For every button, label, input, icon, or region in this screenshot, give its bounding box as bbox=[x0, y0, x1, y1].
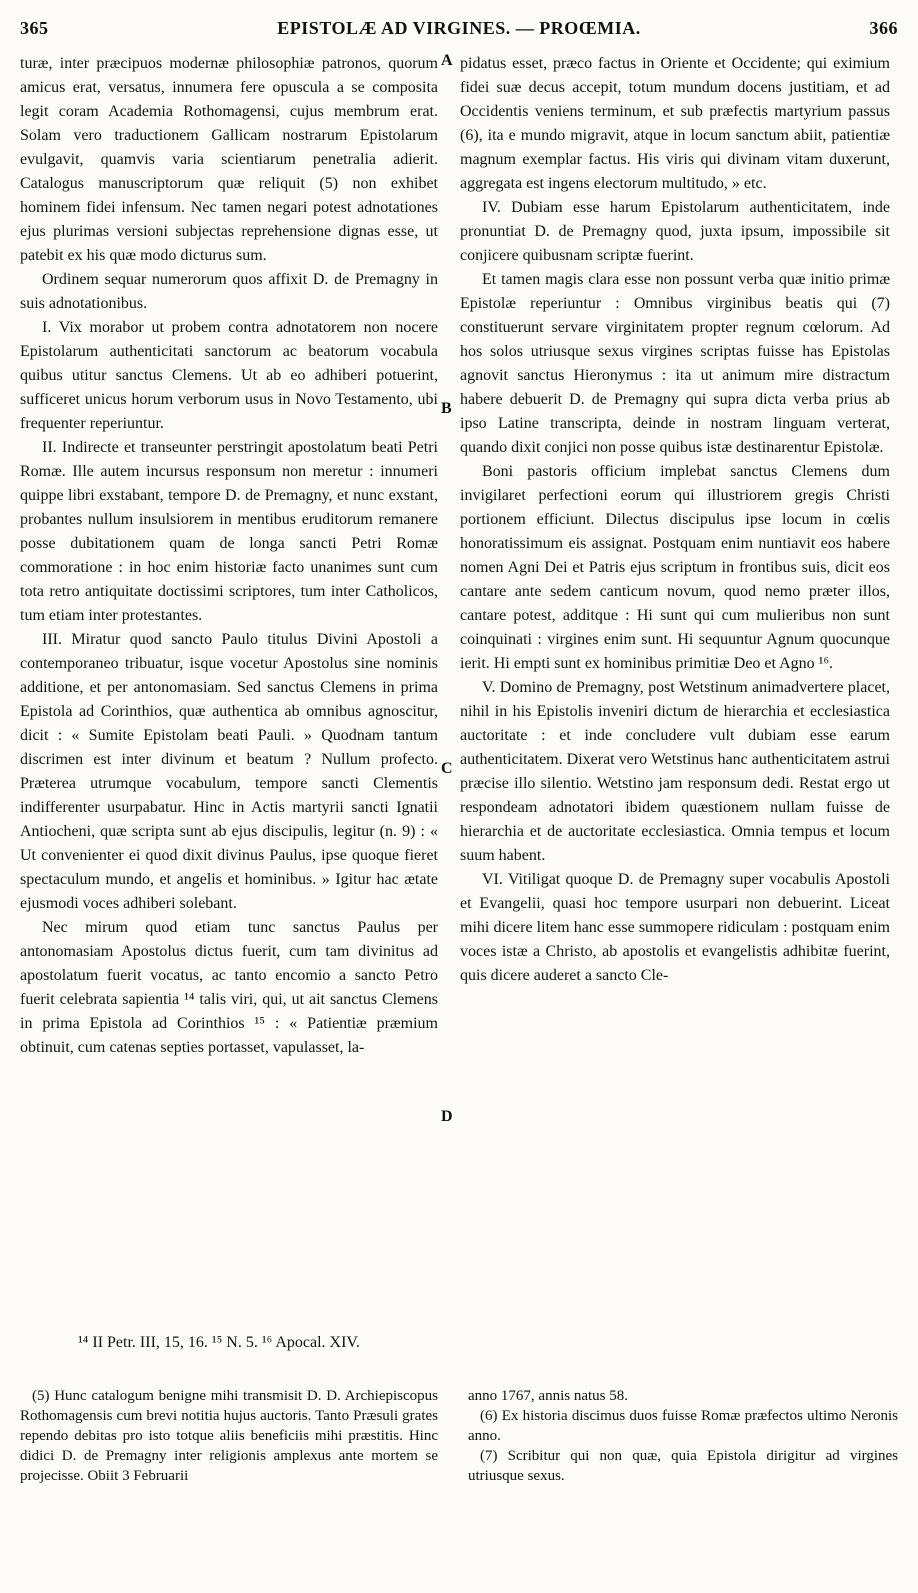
right-column bbox=[460, 52, 890, 988]
paragraph: Ordinem sequar numerorum quos affixit D. de Premagny in suis adnotationibus. bbox=[20, 271, 438, 312]
margin-letter-b: B bbox=[441, 400, 452, 417]
paragraph: V. Domino de Premagny, post Wetstinum animadvertere placet, nihil in his Epistolis inveniri dictum de hierarchia et ecclesiastica auctoritate : et inde concludere vult dubiam esse earum authenticitatem. Dixerat vero Wetstinus hanc authenticitatem astrui præcise illo silentio. Wetstino jam responsum dedi. Restat ergo ut respondeam adnotatori ibidem quæstionem nullam fuisse de hierarchia et de auctoritate ecclesiastica. Omnia tempus et locum suum habent. bbox=[460, 679, 890, 864]
margin-letter-a: A bbox=[441, 52, 453, 69]
page-header bbox=[20, 14, 898, 42]
margin-letter-d: D bbox=[441, 1108, 453, 1125]
footnotes bbox=[20, 1386, 898, 1486]
paragraph: Et tamen magis clara esse non possunt verba quæ initio primæ Epistolæ reperiuntur : Omnibus virginibus beatis qui (7) constituerunt servare virginitatem propter regnum cœlorum. Ad hos solos utriusque sexus virgines scriptas fuisse has Epistolas agnovit sanctus Hieronymus : ita ut animum mire distractum habere debuerit D. de Premagny qui supra dicta verba prius ab ipso Latine transcripta, deinde in nostram linguam verterat, quando dixit conjici non posse quibus istæ destinarentur Epistolæ. bbox=[460, 271, 890, 456]
page-number-left: 365 bbox=[20, 17, 49, 38]
paragraph: Boni pastoris officium implebat sanctus Clemens dum invigilaret perfectioni eorum qui illustriorem gregis Christi portionem efficiunt. Dilectus discipulus ipse locum in cœlis honoratissimum eis assignat. Postquam enim nuntiavit eos habere nomen Agni Dei et Patris ejus scriptum in frontibus suis, dicit eos cantare ante sedem canticum novum, quod nemo præter illos, cantare potest, additque : Hi sunt qui cum mulieribus non sunt coinquinati : virgines enim sunt. Hi sequuntur Agnum quocunque ierit. Hi empti sunt ex hominibus primitiæ Deo et Agno ¹⁶. bbox=[460, 463, 890, 672]
paragraph: Nec mirum quod etiam tunc sanctus Paulus per antonomasiam Apostolus dictus fuerit, cum tam divinitus ad apostolatum fuerit vocatus, ac tanto encomio a sancto Petro fuerit celebrata sapientia ¹⁴ talis viri, qui, ut ait sanctus Clemens in prima Epistola ad Corinthios ¹⁵ : « Patientiæ præmium obtinuit, cum catenas septies portasset, vapulasset, la- bbox=[20, 919, 438, 1056]
scripture-references bbox=[20, 1332, 898, 1354]
footnotes-left bbox=[20, 1386, 438, 1486]
scripture-notes: ¹⁴ II Petr. III, 15, 16. ¹⁵ N. 5. ¹⁶ Apocal. XIV. bbox=[78, 1334, 360, 1351]
paragraph: (6) Ex historia discimus duos fuisse Romæ præfectos ultimo Neronis anno. bbox=[468, 1408, 898, 1444]
paragraph: (7) Scribitur qui non quæ, quia Epistola dirigitur ad virgines utriusque sexus. bbox=[468, 1448, 898, 1484]
paragraph: anno 1767, annis natus 58. bbox=[468, 1388, 628, 1404]
paragraph: III. Miratur quod sancto Paulo titulus Divini Apostoli a contemporaneo tribuatur, isque vocetur Apostolus sine nominis additione, et per antonomasiam. Sed sanctus Clemens in prima Epistola ad Corinthios, quæ authentica ab omnibus agnoscitur, dicit : « Sumite Epistolam beati Pauli. » Quodnam tantum discrimen est inter divinum et beatum ? Nullum profecto. Præterea utrumque vocabulum, tempore sancti Clementis indifferenter usurpabatur. Hinc in Actis martyrii sancti Ignatii Antiocheni, quæ scripta sunt ab ejus discipulis, legitur (n. 9) : « Ut convenienter ei quod dixit divinus Paulus, ipse quoque fieret spectaculum mundo, et angelis et hominibus. » Igitur hac ætate ejusmodi voces adhiberi solebant. bbox=[20, 631, 438, 912]
paragraph: I. Vix morabor ut probem contra adnotatorem non nocere Epistolarum authenticitati sanctorum ac beatorum vocabula quibus utitur sanctus Clemens. Ut ab eo adhiberi potuerint, sufficeret unicus horum verborum usus in Novo Testamento, ubi frequenter reperiuntur. bbox=[20, 319, 438, 432]
paragraph: pidatus esset, præco factus in Oriente et Occidente; qui eximium fidei suæ decus accepit, totum mundum docens justitiam, et ad Occidentis veniens terminum, et sub præfectis martyrium passus (6), ita e mundo migravit, atque in locum sanctum abiit, patientiæ magnum exemplar factus. His viris qui divinam vitam duxerunt, aggregata est ingens electorum multitudo, » etc. bbox=[460, 55, 890, 192]
running-title: EPISTOLÆ AD VIRGINES. — PROŒMIA. bbox=[277, 17, 641, 38]
margin-letter-c: C bbox=[441, 760, 453, 777]
page-number-right: 366 bbox=[869, 17, 898, 38]
paragraph: II. Indirecte et transeunter perstringit apostolatum beati Petri Romæ. Ille autem incursus responsum non meretur : innumeri quippe libri exstabant, tempore D. de Premagny, et nunc exstant, probantes nullum insulsiorem in mentibus eruditorum remanere posse dubitationem quam de longa sancti Petri Romæ commoratione : in hoc enim historiæ facto unanimes sunt cum tota retro antiquitate doctissimi scriptores, tum inter Catholicos, tum etiam inter protestantes. bbox=[20, 439, 438, 624]
paragraph: IV. Dubiam esse harum Epistolarum authenticitatem, inde pronuntiat D. de Premagny quod, juxta ipsum, impossibile sit conjicere quibusnam scriptæ fuerint. bbox=[460, 199, 890, 264]
paragraph: VI. Vitiligat quoque D. de Premagny super vocabulis Apostoli et Evangelii, quasi hoc tempore usurpari non debuerint. Liceat mihi dicere litem hanc esse summopere ridiculam : postquam enim voces istæ a Christo, ab apostolis et evangelistis adhibitæ fuerint, quis dicere auderet a sancto Cle- bbox=[460, 871, 890, 984]
paragraph: (5) Hunc catalogum benigne mihi transmisit D. D. Archiepiscopus Rothomagensis cum brevi notitia hujus auctoris. Tanto Præsuli grates rependo debitas pro isto totque aliis beneficiis mihi præstitis. Hinc didici D. de Premagny inter religionis amplexus ante mortem se projecisse. Obiit 3 Februarii bbox=[20, 1388, 438, 1484]
footnotes-right bbox=[468, 1386, 898, 1486]
paragraph: turæ, inter præcipuos modernæ philosophiæ patronos, quorum amicus erat, versatus, innumera fere opuscula a se composita legit coram Academia Rothomagensi, cujus membrum erat. Solam vero traductionem Gallicam nostrarum Epistolarum evulgavit, quamvis varia scientiarum penetralia adierit. Catalogus manuscriptorum quæ reliquit (5) non exhibet hominem fidei infensum. Nec tamen negari potest adnotationes ejus plurimas versioni subjectas reprehensione dignas esse, ut patebit ex his quæ modo dicturus sum. bbox=[20, 55, 438, 264]
left-column bbox=[20, 52, 438, 1060]
